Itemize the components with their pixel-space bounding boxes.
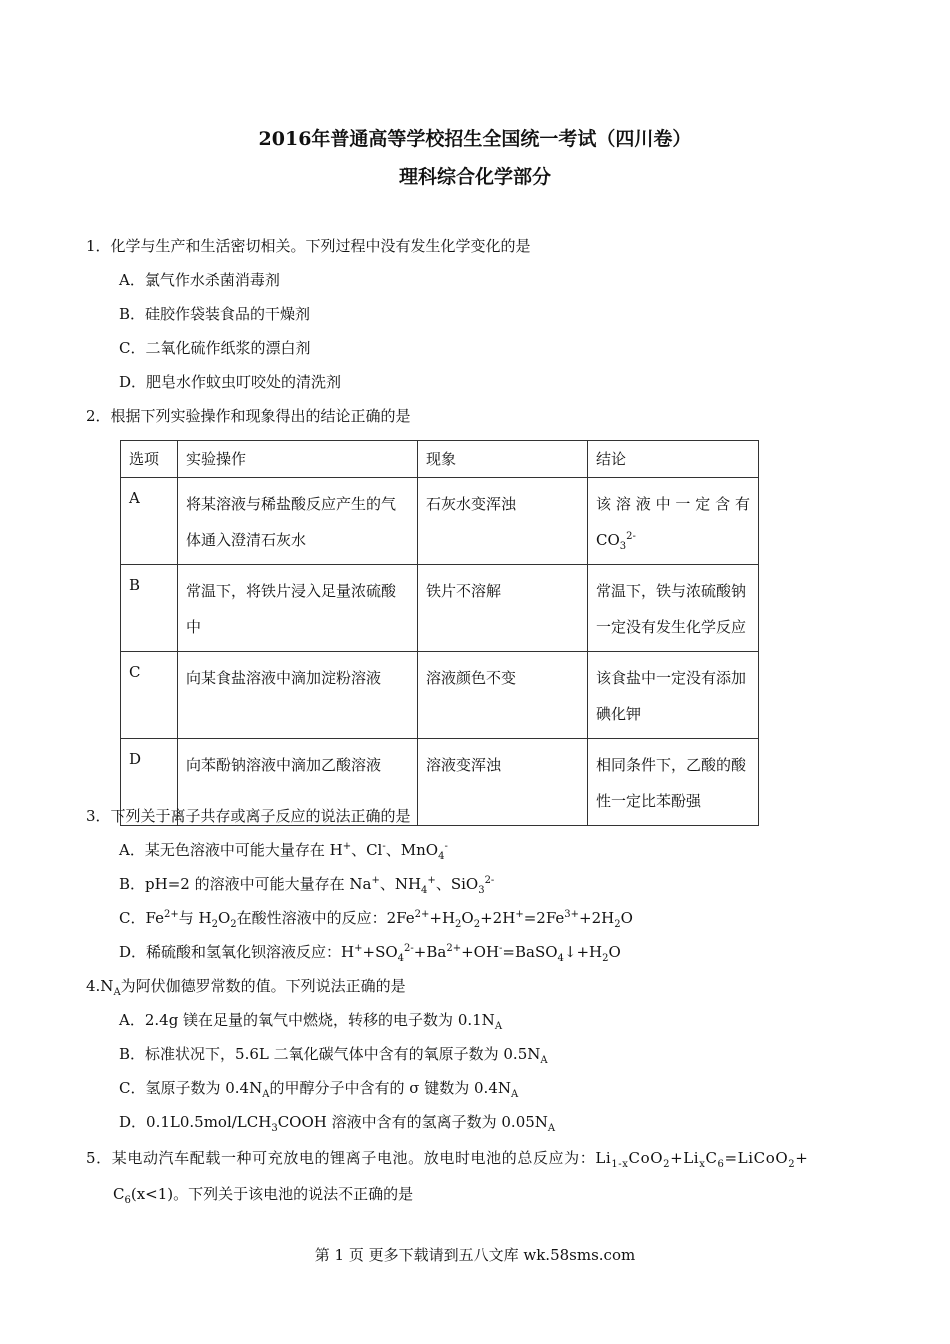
text-run: +SO <box>362 943 398 961</box>
subscript: A <box>494 1021 503 1032</box>
text-run: +OH <box>461 943 500 961</box>
option-cell: C <box>121 652 178 739</box>
option-cell: D <box>121 739 178 826</box>
operation-cell: 向苯酚钠溶液中滴加乙酸溶液 <box>178 739 418 826</box>
text-run: ↓+H <box>563 943 603 961</box>
text-run: =BaSO <box>502 943 558 961</box>
superscript: 2- <box>404 943 414 954</box>
superscript: 2+ <box>414 909 430 920</box>
q3-option-d <box>119 942 621 962</box>
q4-option-b <box>119 1044 548 1064</box>
superscript: + <box>371 875 380 886</box>
text-run: 、MnO <box>385 841 439 859</box>
subscript: 2 <box>455 919 462 930</box>
text-run: D．0.1L0.5mol/LCH <box>119 1113 272 1131</box>
text-run: 为阿伏伽德罗常数的值。下列说法正确的是 <box>120 977 406 995</box>
superscript: - <box>444 841 448 852</box>
superscript: + <box>515 909 524 920</box>
text-run: 5．某电动汽车配载一种可充放电的锂离子电池。放电时电池的总反应为：Li <box>86 1149 612 1167</box>
conclusion-cell: 相同条件下，乙酸的酸性一定比苯酚强 <box>588 739 759 826</box>
text-run: C．Fe <box>119 909 164 927</box>
conclusion-cell: 该食盐中一定没有添加碘化钾 <box>588 652 759 739</box>
superscript: + <box>342 841 352 852</box>
superscript: 2+ <box>446 943 462 954</box>
page-title: 2016年普通高等学校招生全国统一考试（四川卷） <box>258 128 692 150</box>
page-subtitle: 理科综合化学部分 <box>398 166 551 188</box>
subscript: 4 <box>557 953 564 964</box>
text-run: +2H <box>579 909 615 927</box>
subscript: A <box>262 1089 270 1100</box>
operation-cell: 常温下，将铁片浸入足量浓硫酸中 <box>178 565 418 652</box>
phenomenon-cell: 铁片不溶解 <box>418 565 588 652</box>
q4-option-a <box>119 1010 502 1030</box>
phenomenon-cell: 溶液变浑浊 <box>418 739 588 826</box>
text-run: + <box>795 1149 809 1167</box>
subscript: x <box>699 1159 706 1170</box>
text-run: O <box>217 909 231 927</box>
subscript: 4 <box>438 851 445 862</box>
table-row <box>121 478 759 565</box>
text-run: +Ba <box>413 943 447 961</box>
text-run: CoO <box>628 1149 664 1167</box>
superscript: - <box>499 943 503 954</box>
subscript: 2 <box>602 953 609 964</box>
q3-option-c <box>119 908 633 928</box>
superscript: 2- <box>626 531 636 542</box>
subscript: 2 <box>788 1159 796 1170</box>
subscript: A <box>540 1055 548 1066</box>
header-cell: 选项 <box>121 441 178 478</box>
conclusion-cell <box>588 478 759 565</box>
text-run: 在酸性溶液中的反应：2Fe <box>236 909 415 927</box>
q2-stem: 2．根据下列实验操作和现象得出的结论正确的是 <box>86 407 411 425</box>
text-run: (x<1)。下列关于该电池的说法不正确的是 <box>130 1185 414 1203</box>
conclusion-cell: 常温下，铁与浓硫酸钠一定没有发生化学反应 <box>588 565 759 652</box>
q4-option-d <box>119 1112 555 1132</box>
experiment-table <box>120 440 759 826</box>
superscript: 2- <box>484 875 495 886</box>
text-run: =LiCoO <box>724 1149 789 1167</box>
text-run: C <box>705 1149 718 1167</box>
q1-option-d: D．肥皂水作蚊虫叮咬处的清洗剂 <box>119 373 342 391</box>
q4-stem <box>86 976 406 996</box>
subscript: 3 <box>271 1123 278 1134</box>
subscript: A <box>511 1089 519 1100</box>
operation-cell: 将某溶液与稀盐酸反应产生的气体通入澄清石灰水 <box>178 478 418 565</box>
q3-option-b <box>119 874 494 894</box>
q4-option-c <box>119 1078 518 1098</box>
q1-stem: 1．化学与生产和生活密切相关。下列过程中没有发生化学变化的是 <box>86 237 531 255</box>
operation-cell: 向某食盐溶液中滴加淀粉溶液 <box>178 652 418 739</box>
option-cell: B <box>121 565 178 652</box>
text-run: O <box>461 909 474 927</box>
subscript: A <box>547 1123 556 1134</box>
text-run: O <box>608 943 621 961</box>
superscript: - <box>382 841 386 852</box>
subscript: 4 <box>421 885 428 896</box>
q1-option-a: A．氯气作水杀菌消毒剂 <box>119 271 280 289</box>
subscript: 1-x <box>611 1159 629 1170</box>
superscript: + <box>354 943 363 954</box>
subscript: 3 <box>478 885 485 896</box>
conclusion-formula: CO <box>596 531 620 549</box>
text-run: B．pH=2 的溶液中可能大量存在 Na <box>119 875 372 893</box>
subscript: 3 <box>619 541 627 552</box>
text-run: 与 H <box>178 909 212 927</box>
text-run: D．稀硫酸和氢氧化钡溶液反应：H <box>119 943 355 961</box>
subscript: 4 <box>397 953 405 964</box>
text-run: +H <box>429 909 456 927</box>
text-run: 、Cl <box>351 841 383 859</box>
q5-stem-line1 <box>86 1148 808 1168</box>
subscript: 2 <box>663 1159 671 1170</box>
superscript: 2+ <box>163 909 179 920</box>
table-row <box>121 565 759 652</box>
table-header-row <box>121 441 759 478</box>
subscript: 2 <box>473 919 481 930</box>
text-run: C．氢原子数为 0.4N <box>119 1079 263 1097</box>
header-cell: 结论 <box>588 441 759 478</box>
text-run: B．标准状况下，5.6L 二氧化碳气体中含有的氧原子数为 0.5N <box>119 1045 541 1063</box>
header-cell: 实验操作 <box>178 441 418 478</box>
phenomenon-cell: 石灰水变浑浊 <box>418 478 588 565</box>
phenomenon-cell: 溶液颜色不变 <box>418 652 588 739</box>
page-footer: 第 1 页 更多下载请到五八文库 wk.58sms.com <box>314 1246 636 1264</box>
q3-stem: 3．下列关于离子共存或离子反应的说法正确的是 <box>86 807 411 825</box>
subscript: 6 <box>717 1159 725 1170</box>
text-run: A．某无色溶液中可能大量存在 H <box>119 841 343 859</box>
text-run: A．2.4g 镁在足量的氧气中燃烧，转移的电子数为 0.1N <box>119 1011 495 1029</box>
q3-option-a <box>119 840 448 860</box>
superscript: + <box>427 875 436 886</box>
text-run: 的甲醇分子中含有的 σ 键数为 0.4N <box>269 1079 511 1097</box>
text-run: COOH 溶液中含有的氢离子数为 0.05N <box>277 1113 548 1131</box>
conclusion-text: 该溶液中一定含有 <box>596 495 750 513</box>
q1-option-b: B．硅胶作袋装食品的干燥剂 <box>119 305 311 323</box>
option-cell: A <box>121 478 178 565</box>
superscript: 3+ <box>564 909 580 920</box>
text-run: +Li <box>670 1149 700 1167</box>
text-run: C <box>113 1185 125 1203</box>
text-run: 4.N <box>86 977 114 995</box>
text-run: 、NH <box>379 875 422 893</box>
q5-stem-line2 <box>113 1184 413 1204</box>
header-cell: 现象 <box>418 441 588 478</box>
subscript: 2 <box>230 919 237 930</box>
text-run: 、SiO <box>435 875 479 893</box>
text-run: =2Fe <box>523 909 565 927</box>
q1-option-c: C．二氧化硫作纸浆的漂白剂 <box>119 339 311 357</box>
text-run: O <box>620 909 633 927</box>
table-row <box>121 652 759 739</box>
subscript: A <box>113 987 121 998</box>
subscript: 6 <box>124 1195 131 1206</box>
subscript: 2 <box>614 919 621 930</box>
subscript: 2 <box>211 919 218 930</box>
text-run: +2H <box>480 909 516 927</box>
